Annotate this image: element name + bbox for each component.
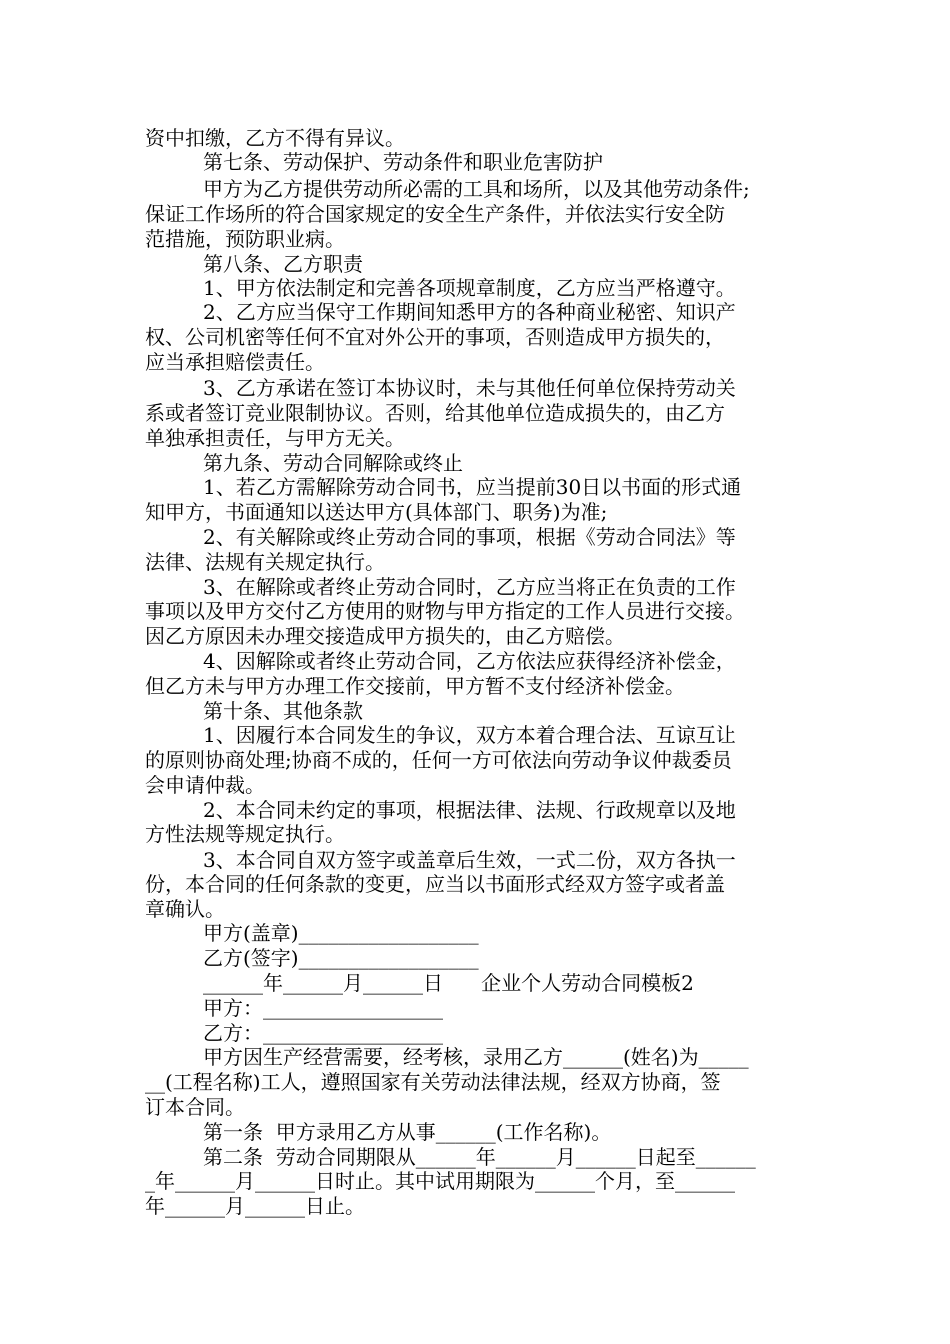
- text-line: 甲方为乙方提供劳动所必需的工具和场所，以及其他劳动条件;: [203, 177, 750, 201]
- party-b-line: 乙方：__________________: [203, 1021, 443, 1045]
- text-line: 3、乙方承诺在签订本协议时，未与其他任何单位保持劳动关: [203, 376, 736, 400]
- text-line: 3、本合同自双方签字或盖章后生效，一式二份，双方各执一: [203, 848, 736, 872]
- text-line: 单独承担责任，与甲方无关。: [145, 426, 405, 450]
- text-line: 保证工作场所的符合国家规定的安全生产条件，并依法实行安全防: [145, 202, 725, 226]
- text-line: 方性法规等规定执行。: [145, 822, 345, 846]
- article-heading: 第十条、其他条款: [203, 699, 363, 723]
- date-line: ______年______月______日 企业个人劳动合同模板2: [203, 971, 694, 995]
- text-line: 的原则协商处理;协商不成的，任何一方可依法向劳动争议仲裁委员: [145, 748, 732, 772]
- text-line: 年______月______日止。: [145, 1194, 365, 1218]
- text-line: 法律、法规有关规定执行。: [145, 550, 385, 574]
- text-line: _年______月______日时止。其中试用期限为______个月，至______: [145, 1169, 735, 1193]
- text-line: 1、甲方依法制定和完善各项规章制度，乙方应当严格遵守。: [203, 276, 736, 300]
- text-line: 1、若乙方需解除劳动合同书，应当提前30日以书面的形式通: [203, 475, 742, 499]
- article-line: 第二条 劳动合同期限从______年______月______日起至______: [203, 1145, 756, 1169]
- text-line: 资中扣缴，乙方不得有异议。: [145, 126, 405, 150]
- signature-line-party-a: 甲方(盖章)__________________: [203, 921, 479, 945]
- text-line: 范措施，预防职业病。: [145, 227, 345, 251]
- text-line: 会申请仲裁。: [145, 773, 265, 797]
- article-line: 第一条 甲方录用乙方从事______(工作名称)。: [203, 1120, 612, 1144]
- text-line: 章确认。: [145, 897, 225, 921]
- text-line: __(工程名称)工人，遵照国家有关劳动法律法规，经双方协商，签: [145, 1070, 721, 1094]
- text-line: 权、公司机密等任何不宜对外公开的事项，否则造成甲方损失的，: [145, 325, 725, 349]
- text-line: 订本合同。: [145, 1095, 245, 1119]
- text-line: 3、在解除或者终止劳动合同时，乙方应当将正在负责的工作: [203, 575, 736, 599]
- article-heading: 第八条、乙方职责: [203, 252, 363, 276]
- signature-line-party-b: 乙方(签字)__________________: [203, 946, 479, 970]
- text-line: 甲方因生产经营需要，经考核，录用乙方______(姓名)为_____: [203, 1045, 749, 1069]
- party-a-line: 甲方：__________________: [203, 996, 443, 1020]
- text-line: 系或者签订竞业限制协议。否则，给其他单位造成损失的，由乙方: [145, 401, 725, 425]
- text-line: 2、有关解除或终止劳动合同的事项，根据《劳动合同法》等: [203, 525, 736, 549]
- text-line: 但乙方未与甲方办理工作交接前，甲方暂不支付经济补偿金。: [145, 674, 685, 698]
- article-heading: 第九条、劳动合同解除或终止: [203, 451, 463, 475]
- text-line: 应当承担赔偿责任。: [145, 350, 325, 374]
- text-line: 4、因解除或者终止劳动合同，乙方依法应获得经济补偿金，: [203, 649, 736, 673]
- text-line: 份，本合同的任何条款的变更，应当以书面形式经双方签字或者盖: [145, 872, 725, 896]
- text-line: 2、乙方应当保守工作期间知悉甲方的各种商业秘密、知识产: [203, 300, 736, 324]
- text-line: 事项以及甲方交付乙方使用的财物与甲方指定的工作人员进行交接。: [145, 599, 745, 623]
- text-line: 知甲方，书面通知以送达甲方(具体部门、职务)为准;: [145, 500, 608, 524]
- text-line: 2、本合同未约定的事项，根据法律、法规、行政规章以及地: [203, 798, 736, 822]
- text-line: 1、因履行本合同发生的争议，双方本着合理合法、互谅互让: [203, 723, 736, 747]
- article-heading: 第七条、劳动保护、劳动条件和职业危害防护: [203, 150, 603, 174]
- text-line: 因乙方原因未办理交接造成甲方损失的，由乙方赔偿。: [145, 624, 625, 648]
